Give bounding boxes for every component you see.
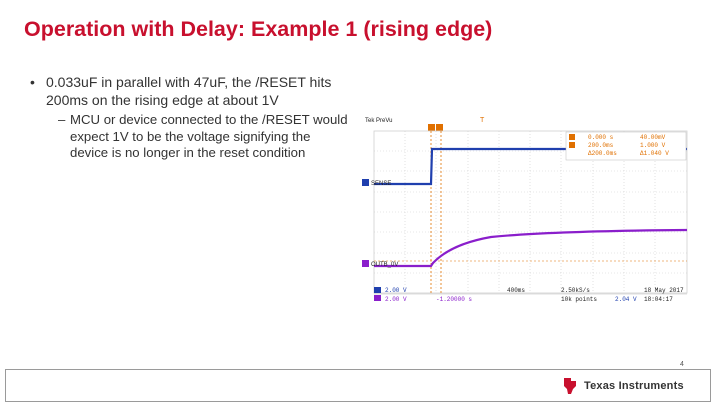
ch2-marker-icon (362, 260, 369, 267)
ch1-scale: 2.00 V (385, 287, 407, 294)
oscilloscope-screenshot (361, 113, 690, 305)
page-number: 4 (680, 361, 684, 368)
cursor-b-marker (436, 124, 443, 131)
timebase: 400ms (507, 287, 526, 294)
sub-bullet-text: MCU or device connected to the /RESET would expect 1V to be the voltage signifying the device is no longer in the reset condition (70, 112, 348, 160)
ch2-scale-icon (374, 295, 381, 301)
cursor-a-marker (428, 124, 435, 131)
bullet-list (30, 74, 348, 162)
math-readout: -1.20000 s (436, 296, 473, 303)
cursor-delta-time: Δ200.0ms (588, 150, 617, 157)
scope-time: 18:04:17 (644, 296, 673, 303)
sub-bullet-marker: – (58, 112, 66, 127)
ti-logo-icon (562, 377, 578, 395)
sample-rate: 2.50kS/s (561, 287, 590, 294)
cursor-b-volt: 1.000 V (640, 142, 666, 149)
cursor-a-readout-icon (569, 134, 575, 140)
ch1-marker-icon (362, 179, 369, 186)
bullet-item (30, 74, 348, 109)
scope-date: 18 May 2017 (644, 287, 684, 294)
ch1-scale-icon (374, 287, 381, 293)
cursor-delta-volt: Δ1.040 V (640, 150, 669, 157)
sub-bullet-item (30, 112, 348, 162)
bullet-marker: • (30, 74, 35, 90)
trigger-position-marker: T (480, 117, 485, 124)
cursor-a-time: 0.000 s (588, 134, 614, 141)
ch1-label: SENSE (371, 181, 392, 187)
scope-status-text: Tek PreVu (365, 118, 393, 124)
company-name: Texas Instruments (584, 380, 684, 392)
cursor-b-readout-icon (569, 142, 575, 148)
trigger-level: 2.04 V (615, 296, 637, 303)
record-length: 10k points (561, 296, 598, 303)
slide-title: Operation with Delay: Example 1 (rising edge) (24, 17, 493, 41)
bullet-text: 0.033uF in parallel with 47uF, the /RESET hits 200ms on the rising edge at about 1V (46, 74, 332, 108)
company-logo (562, 376, 684, 396)
cursor-a-volt: 40.00mV (640, 134, 666, 141)
ch2-label: OUTB_0V (371, 262, 399, 268)
ch2-scale: 2.00 V (385, 296, 407, 303)
cursor-b-time: 200.0ms (588, 142, 614, 149)
